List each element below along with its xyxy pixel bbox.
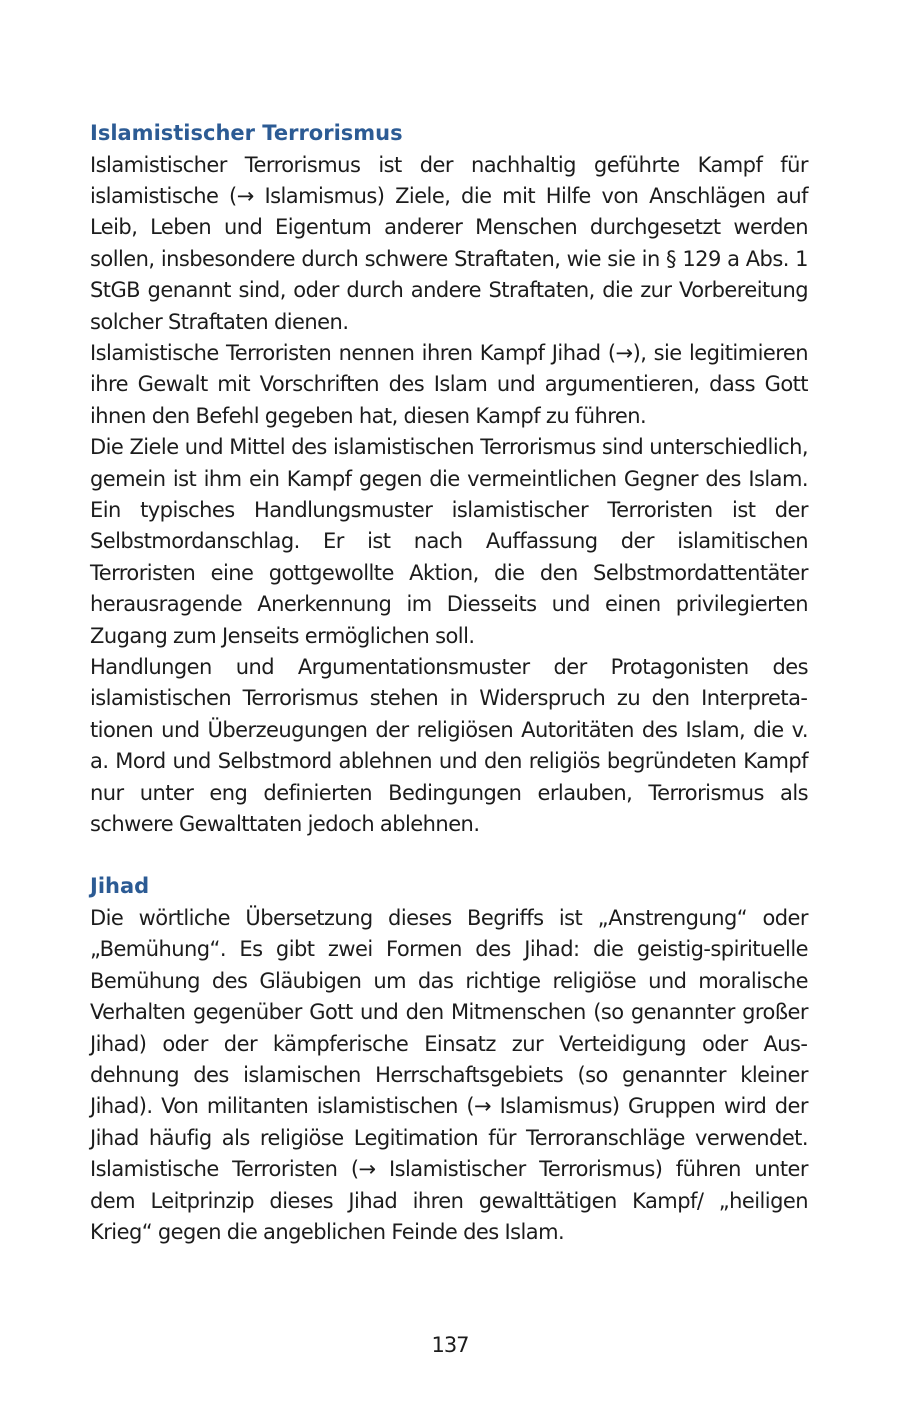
entry-islamistischer-terrorismus	[90, 118, 808, 840]
entry-paragraph: Islamistischer Terrorismus ist der nachhaltig geführte Kampf für islamistische (→ Islamismus) Ziele, die mit Hilfe von Anschlägen auf Leib, Leben und Eigentum anderer Menschen durchgesetzt werden sollen, insbesondere durch schwere Straftaten, wie sie in § 129 a Abs. 1 StGB genannt sind, oder durch andere Straftaten, die zur Vorbereitung solcher Straftaten dienen.	[90, 152, 808, 334]
section-gap	[90, 840, 808, 871]
entry-paragraph: Islamistische Terroristen nennen ihren Kampf Jihad (→), sie legitimieren ihre Gewalt mit Vorschriften des Islam und argumentieren, dass Gott ihnen den Befehl gegeben hat, diesen Kampf zu führen.	[90, 340, 808, 428]
entry-title: Jihad	[90, 874, 150, 899]
entry-paragraph: Die Ziele und Mittel des islamistischen Terrorismus sind unterschiedlich, gemein ist ihm ein Kampf gegen die vermeintlichen Gegner des Islam. Ein typisches Handlungsmuster islamistischer Terroristen ist der Selbstmordanschlag. Er ist nach Auffassung der islamitischen Terroristen eine gottgewollte Aktion, die den Selbstmordattentäter herausragende Anerkennung im Diesseits und einen privilegierten Zugang zum Jenseits ermöglichen soll.	[90, 435, 808, 648]
entry-paragraph: Die wörtliche Übersetzung dieses Begriffs ist „Anstrengung“ oder „Bemühung“. Es gibt zwei Formen des Jihad: die geistig-spirituelle Bemühung des Gläubigen um das richtige religiöse und moralische Verhalten gegenüber Gott und den Mitmenschen (so genannter großer Jihad) oder der kämpferische Einsatz zur Verteidigung oder Ausdehnung des islamischen Herrschaftsgebiets (so genannter kleiner Jihad). Von militanten islamistischen (→ Islamismus) Gruppen wird der Jihad häufig als religiöse Legitimation für Terroranschläge verwendet. Islamistische Terroristen (→ Islamistischer Terrorismus) führen unter dem Leitprinzip dieses Jihad ihren gewalttätigen Kampf/ „heiligen Krieg“ gegen die angeblichen Feinde des Islam.	[90, 905, 808, 1244]
page-body	[90, 118, 808, 1248]
entry-jihad	[90, 871, 808, 1248]
entry-paragraph: Handlungen und Argumentationsmuster der Protagonisten des islamistischen Terrorismus stehen in Widerspruch zu den Interpretationen und Überzeugungen der religiösen Autoritäten des Islam, die v. a. Mord und Selbstmord ablehnen und den religiös begründeten Kampf nur unter eng definierten Bedingungen erlauben, Terrorismus als schwere Gewalttaten jedoch ablehnen.	[90, 655, 808, 837]
page-number: 137	[431, 1333, 469, 1357]
entry-title: Islamistischer Terrorismus	[90, 121, 403, 145]
